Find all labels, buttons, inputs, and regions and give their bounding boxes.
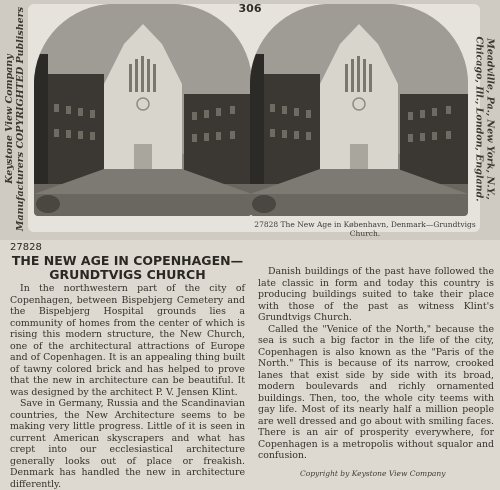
church-photo-icon (250, 4, 468, 216)
article-column-right (258, 266, 494, 462)
copyright-notice: Copyright by Keystone View Company (300, 469, 446, 478)
publisher-cities-line-1: Meadville, Pa., New York, N.Y., (485, 38, 496, 200)
stereo-photo-right (250, 4, 468, 216)
photo-caption: 27828 The New Age in København, Denmark—Grundtvigs Church. (254, 220, 476, 238)
paragraph: Save in Germany, Russia and the Scandinavian countries, the New Architecture seems to be making very little progress. Little of it is seen in current American skyscrapers and what has crept into our ecclesiastical architecture generally looks out of place or freakish. Denmark has handled the new in architecture differently. (10, 398, 245, 490)
article-column-left (10, 283, 245, 490)
page-number: 27828 (10, 242, 42, 253)
card-left-imprint (2, 4, 28, 234)
publisher-cities-line-2: Chicago, Ill., London, England. (474, 36, 485, 202)
card-right-imprint (472, 4, 498, 234)
stereoview-card (0, 0, 500, 240)
publisher-name: Keystone View Company (4, 54, 16, 184)
church-photo-icon (34, 4, 252, 216)
stereo-photo-left (34, 4, 252, 216)
paragraph: In the northwestern part of the city of Copenhagen, between Bispebjerg Cemetery and the Bispebjerg Hospital grounds lies a community of homes from the center of which is rising this modern structure, the New Church, one of the architectural attractions of Europe and of Copenhagen. It is an appealing thing built of tawny colored brick and has helped to prove that the new in architecture can be beautiful. It was designed by the architect P. V. Jensen Klint. (10, 283, 245, 398)
article-title: THE NEW AGE IN COPENHAGEN—GRUNDTVIGS CHURCH (11, 253, 244, 282)
publisher-subtitle: Manufacturers COPYRIGHTED Publishers (15, 6, 27, 232)
paragraph: Called the "Venice of the North," because the sea is such a big factor in the life of the city, Copenhagen is also known as the "Paris of the North." This is because of its narrow, crooked lanes that exist side by side with its broad, modern boulevards and richly ornamented buildings. Then, too, the whole city teems with gay life. Most of its nearly half a million people are well dressed and go about with smiling faces. There is an air of prosperity everywhere, for Copenhagen is a metropolis without squalor and confusion. (258, 323, 494, 461)
paragraph: Danish buildings of the past have followed the late classic in form and today this country is producing buildings suited to take their place with those of the past as witness Klint's Grundtvigs Church. (258, 266, 494, 323)
card-number: 306 (238, 2, 262, 15)
